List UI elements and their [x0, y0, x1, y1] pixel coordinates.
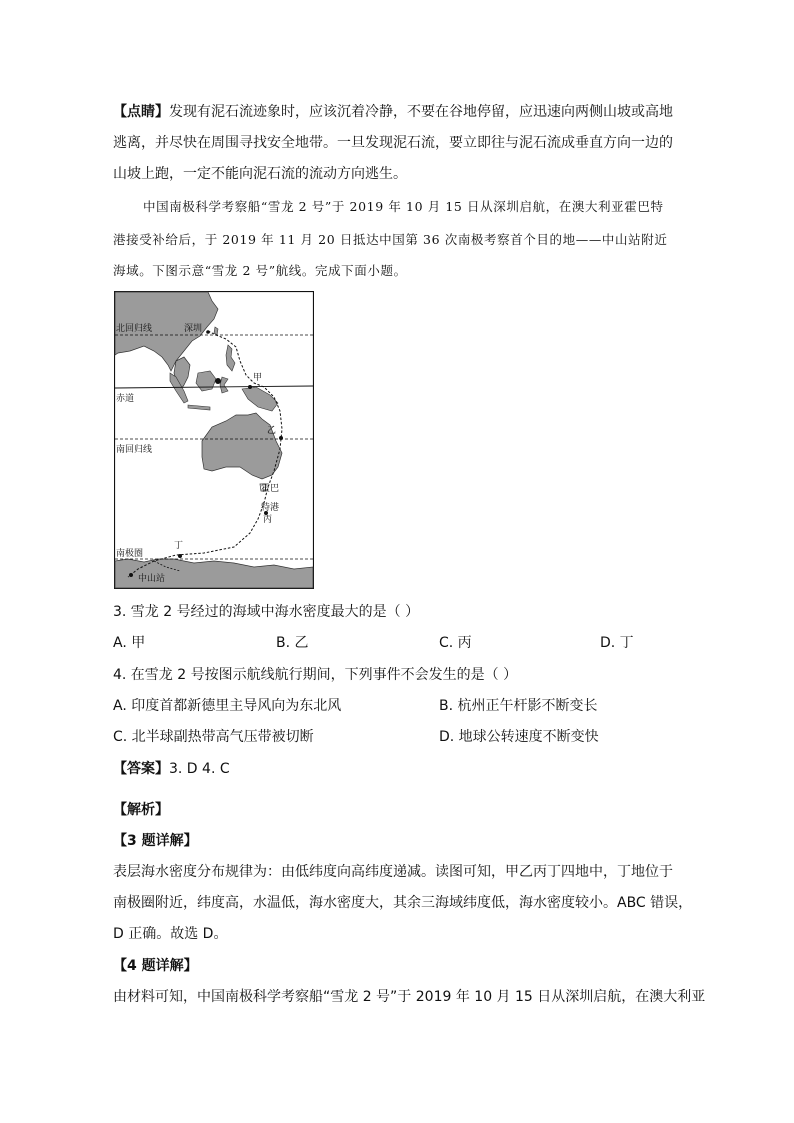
q3-option-a: A. 甲	[113, 635, 146, 651]
q4-option-c: C. 北半球副热带高气压带被切断	[113, 729, 314, 745]
tip-tag: 【点睛】	[113, 104, 169, 120]
yi-label: 乙	[267, 426, 277, 436]
shenzhen-label: 深圳	[184, 324, 203, 334]
answer-text: 3. D 4. C	[169, 761, 230, 777]
analysis-tag: 【解析】	[113, 802, 169, 818]
tip-line-2: 逃离，并尽快在周围寻找安全地带。一旦发现泥石流，要立即往与泥石流成垂直方向一边的	[113, 135, 673, 151]
q3-option-b: B. 乙	[276, 635, 309, 651]
q4-option-a: A. 印度首都新德里主导风向为东北风	[113, 698, 342, 714]
detail3-tag: 【3 题详解】	[113, 833, 198, 849]
jia-label: 甲	[253, 373, 263, 383]
tip-line-1: 【点睛】发现有泥石流迹象时，应该沉着冷静，不要在谷地停留，应迅速向两侧山坡或高地	[113, 104, 673, 120]
hobart-label-1: 霍巴	[261, 484, 280, 494]
detail4-line-1: 由材料可知，中国南极科学考察船“雪龙 2 号”于 2019 年 10 月 15 日从深圳启航，在澳大利亚	[113, 989, 706, 1005]
equator-label: 赤道	[116, 394, 135, 404]
q3-option-d: D. 丁	[600, 635, 634, 651]
jia-west-point	[215, 378, 221, 384]
q3-stem: 3. 雪龙 2 号经过的海域中海水密度最大的是（ ）	[113, 604, 420, 620]
hobart-label-2: 特港	[261, 503, 280, 513]
yi-point	[279, 436, 283, 440]
zhongshan-point	[129, 573, 133, 577]
shenzhen-point	[206, 330, 210, 334]
answer-tag: 【答案】	[113, 761, 169, 777]
zhongshan-label: 中山站	[138, 574, 166, 584]
ding-point	[178, 554, 182, 558]
detail3-line-2: 南极圈附近，纬度高，水温低，海水密度大，其余三海域纬度低，海水密度较小。ABC 错误，	[113, 895, 693, 911]
material-line-3: 海域。下图示意“雪龙 2 号”航线。完成下面小题。	[113, 263, 407, 278]
detail3-line-3: D 正确。故选 D。	[113, 926, 228, 942]
q3-option-c: C. 丙	[439, 635, 472, 651]
antarctic-circle-label: 南极圈	[116, 549, 144, 559]
q4-stem: 4. 在雪龙 2 号按图示航线航行期间，下列事件不会发生的是（ ）	[113, 667, 518, 683]
bing-label: 丙	[263, 515, 273, 525]
material-line-1: 中国南极科学考察船“雪龙 2 号”于 2019 年 10 月 15 日从深圳启航，在澳大利亚霍巴特	[143, 199, 664, 214]
answer-line	[113, 759, 230, 779]
tropic-of-cancer-label: 北回归线	[116, 324, 153, 334]
ding-label: 丁	[174, 541, 184, 551]
q4-option-b: B. 杭州正午杆影不断变长	[439, 698, 598, 714]
detail4-tag: 【4 题详解】	[113, 958, 198, 974]
tropic-of-capricorn-label: 南回归线	[116, 445, 153, 455]
jia-point	[248, 385, 252, 389]
q4-option-d: D. 地球公转速度不断变快	[439, 729, 599, 745]
route-map	[114, 291, 314, 589]
detail3-line-1: 表层海水密度分布规律为：由低纬度向高纬度递减。读图可知，甲乙丙丁四地中，丁地位于	[113, 864, 673, 880]
material-line-2: 港接受补给后，于 2019 年 11 月 20 日抵达中国第 36 次南极考察首个目的地——中山站附近	[113, 232, 668, 247]
tip-line-3: 山坡上跑，一定不能向泥石流的流动方向逃生。	[113, 166, 407, 182]
